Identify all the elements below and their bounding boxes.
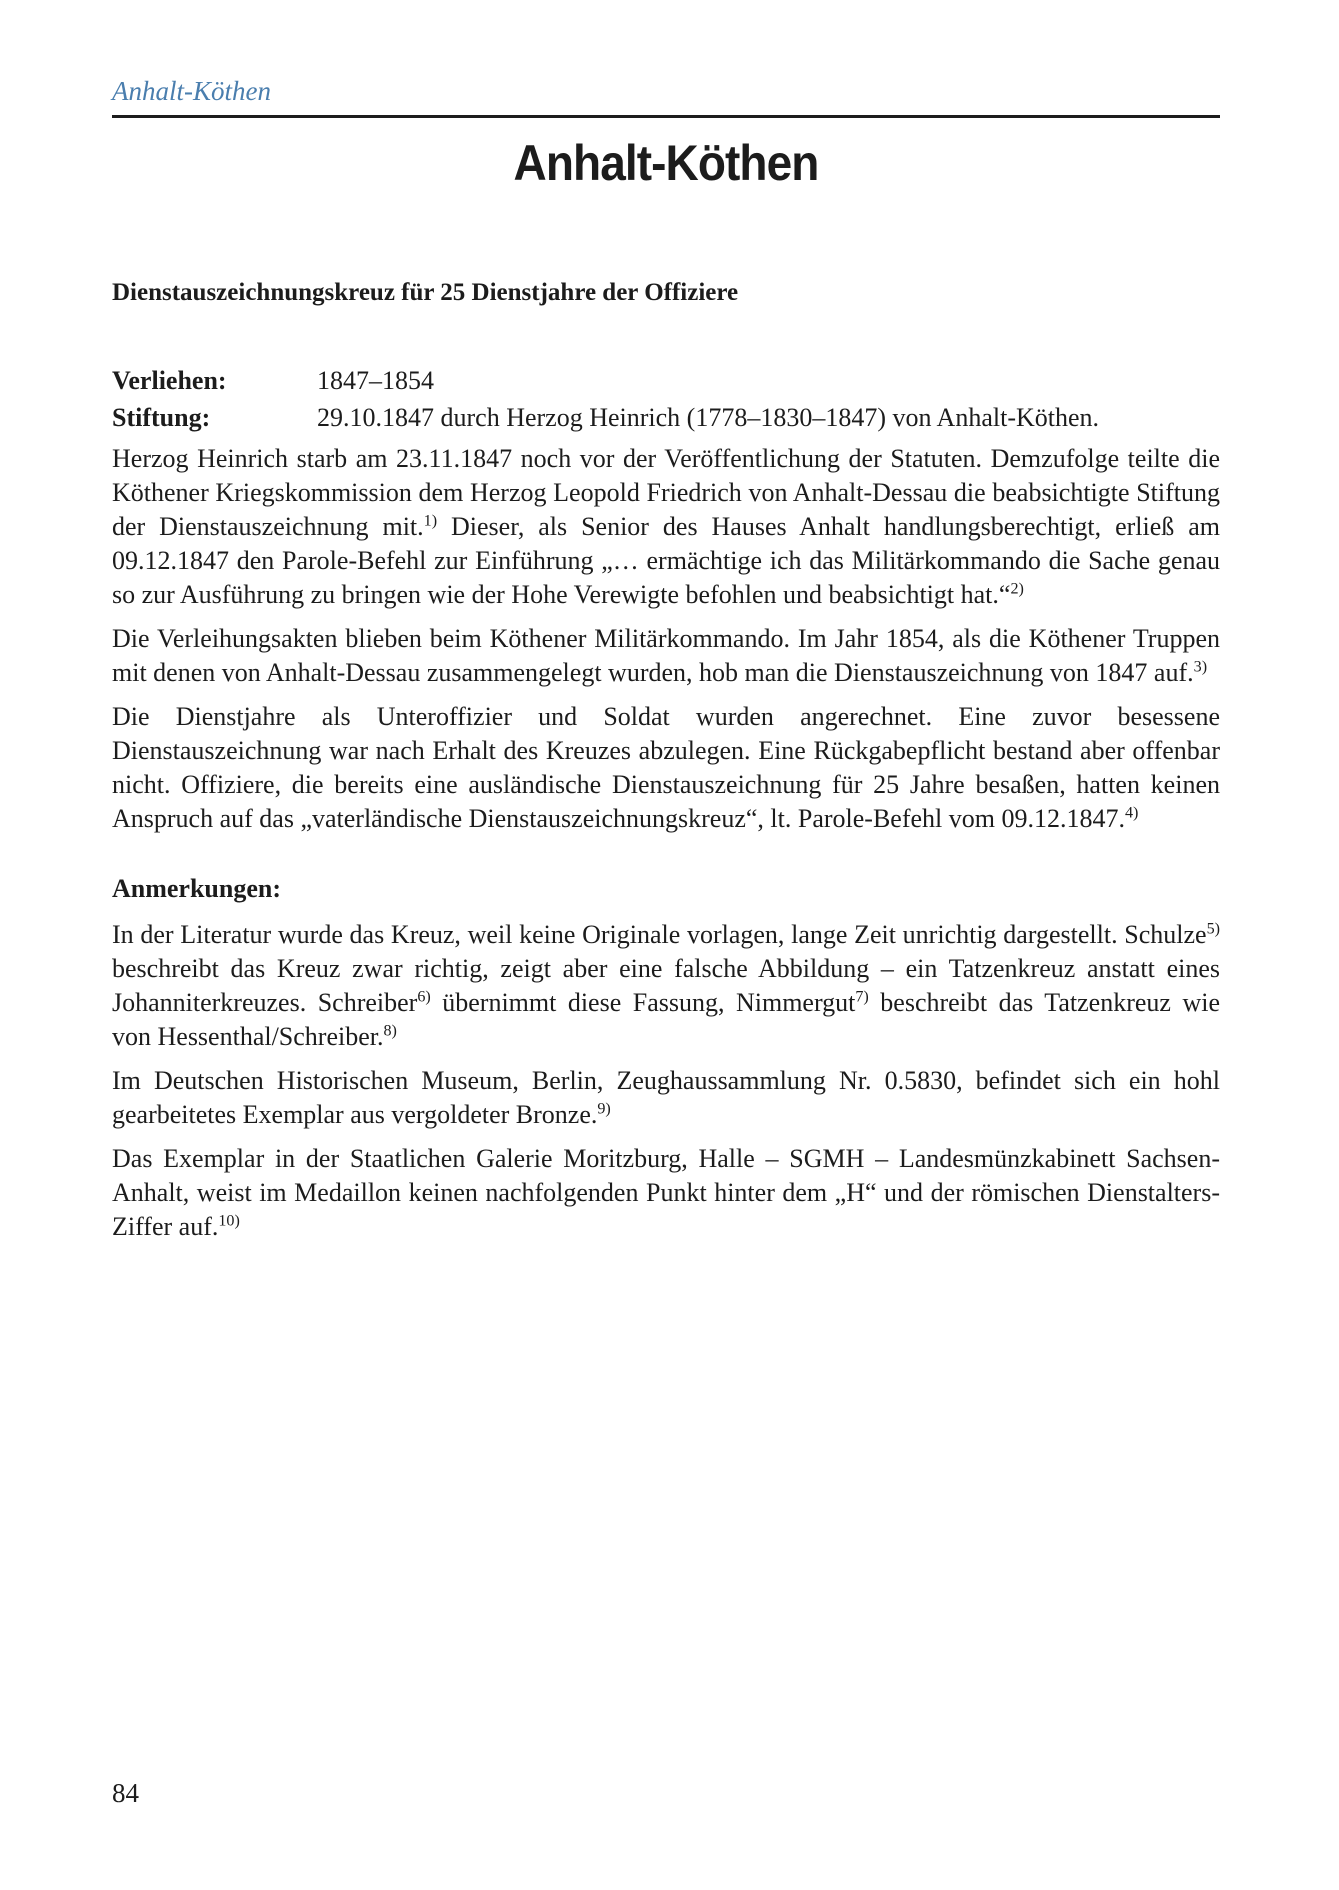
- notes-paragraph: Im Deutschen Historischen Museum, Berlin, Zeughaussammlung Nr. 0.5830, befindet sich ein hohl gearbeitetes Exemplar aus vergoldeter Bronze.$^{9)}$: [112, 1066, 1220, 1129]
- info-row-verliehen: [112, 362, 1220, 399]
- info-value-stiftung: 29.10.1847 durch Herzog Heinrich (1778–1830–1847) von Anhalt-Köthen.: [317, 403, 1100, 432]
- info-value-verliehen: 1847–1854: [317, 366, 434, 395]
- page-title: Anhalt-Köthen: [513, 135, 819, 191]
- footnote-ref: 2): [1010, 580, 1024, 598]
- body-text: [112, 442, 1220, 836]
- page-number: 84: [112, 1778, 139, 1808]
- body-paragraph: Herzog Heinrich starb am 23.11.1847 noch vor der Veröffentlichung der Statuten. Demzufolge teilte die Köthener Kriegskommission dem Herzog Leopold Friedrich von Anhalt-Dessau die beabsichtigte Stiftung der Dienstauszeichnung mit.$^{1)}$ Dieser, als Senior des Hauses Anhalt handlungsberechtigt, erließ am 09.12.1847 den Parole-Befehl zur Einführung „… ermächtige ich das Militärkommando die Sache genau so zur Ausführung zu bringen wie der Hohe Verewigte befohlen und beabsichtigt hat.“$^{2)}$: [112, 444, 1220, 609]
- footnote-ref: 10): [218, 1212, 240, 1230]
- footnote-ref: 8): [383, 1022, 397, 1040]
- footnote-ref: 4): [1124, 804, 1139, 822]
- section-subtitle: Dienstauszeichnungskreuz für 25 Dienstjahre der Offiziere: [112, 279, 739, 306]
- footnote-ref: 6): [417, 988, 431, 1006]
- footnote-ref: 7): [855, 988, 869, 1006]
- body-paragraph: Die Verleihungsakten blieben beim Köthener Militärkommando. Im Jahr 1854, als die Köthener Truppen mit denen von Anhalt-Dessau zusammengelegt wurden, hob man die Dienstauszeichnung von 1847 auf.$^{3)}$: [112, 624, 1220, 687]
- notes-section: [112, 872, 1220, 1244]
- info-label-verliehen: Verliehen:: [112, 366, 227, 395]
- footnote-ref: 5): [1206, 920, 1220, 938]
- info-block: [112, 362, 1220, 436]
- running-header: Anhalt-Köthen: [112, 76, 271, 106]
- info-row-stiftung: [112, 399, 1220, 436]
- notes-paragraph: In der Literatur wurde das Kreuz, weil keine Originale vorlagen, lange Zeit unrichtig dargestellt. Schulze$^{5)}$ beschreibt das Kreuz zwar richtig, zeigt aber eine falsche Abbildung – ein Tatzenkreuz anstatt eines Johanniterkreuzes. Schreiber$^{6)}$ übernimmt diese Fassung, Nimmergut$^{7)}$ beschreibt das Tatzenkreuz wie von Hessenthal/Schreiber.$^{8)}$: [112, 920, 1220, 1051]
- body-paragraph: Die Dienstjahre als Unteroffizier und Soldat wurden angerechnet. Eine zuvor besessene Dienstauszeichnung war nach Erhalt des Kreuzes abzulegen. Eine Rückgabepflicht bestand aber offenbar nicht. Offiziere, die bereits eine ausländische Dienstauszeichnung für 25 Jahre besaßen, hatten keinen Anspruch auf das „vaterländische Dienstauszeichnungskreuz“, lt. Parole-Befehl vom 09.12.1847.$^{4)}$: [112, 702, 1220, 833]
- notes-paragraph: Das Exemplar in der Staatlichen Galerie Moritzburg, Halle – SGMH – Landesmünzkabinett Sachsen-Anhalt, weist im Medaillon keinen nachfolgenden Punkt hinter dem „H“ und der römischen Dienstalters-Ziffer auf.$^{10)}$: [112, 1144, 1220, 1241]
- header-rule: [112, 115, 1220, 118]
- footnote-ref: 9): [597, 1100, 611, 1118]
- info-label-stiftung: Stiftung:: [112, 403, 211, 432]
- notes-heading: Anmerkungen:: [112, 874, 282, 903]
- footnote-ref: 3): [1193, 658, 1208, 676]
- footnote-ref: 1): [423, 512, 438, 530]
